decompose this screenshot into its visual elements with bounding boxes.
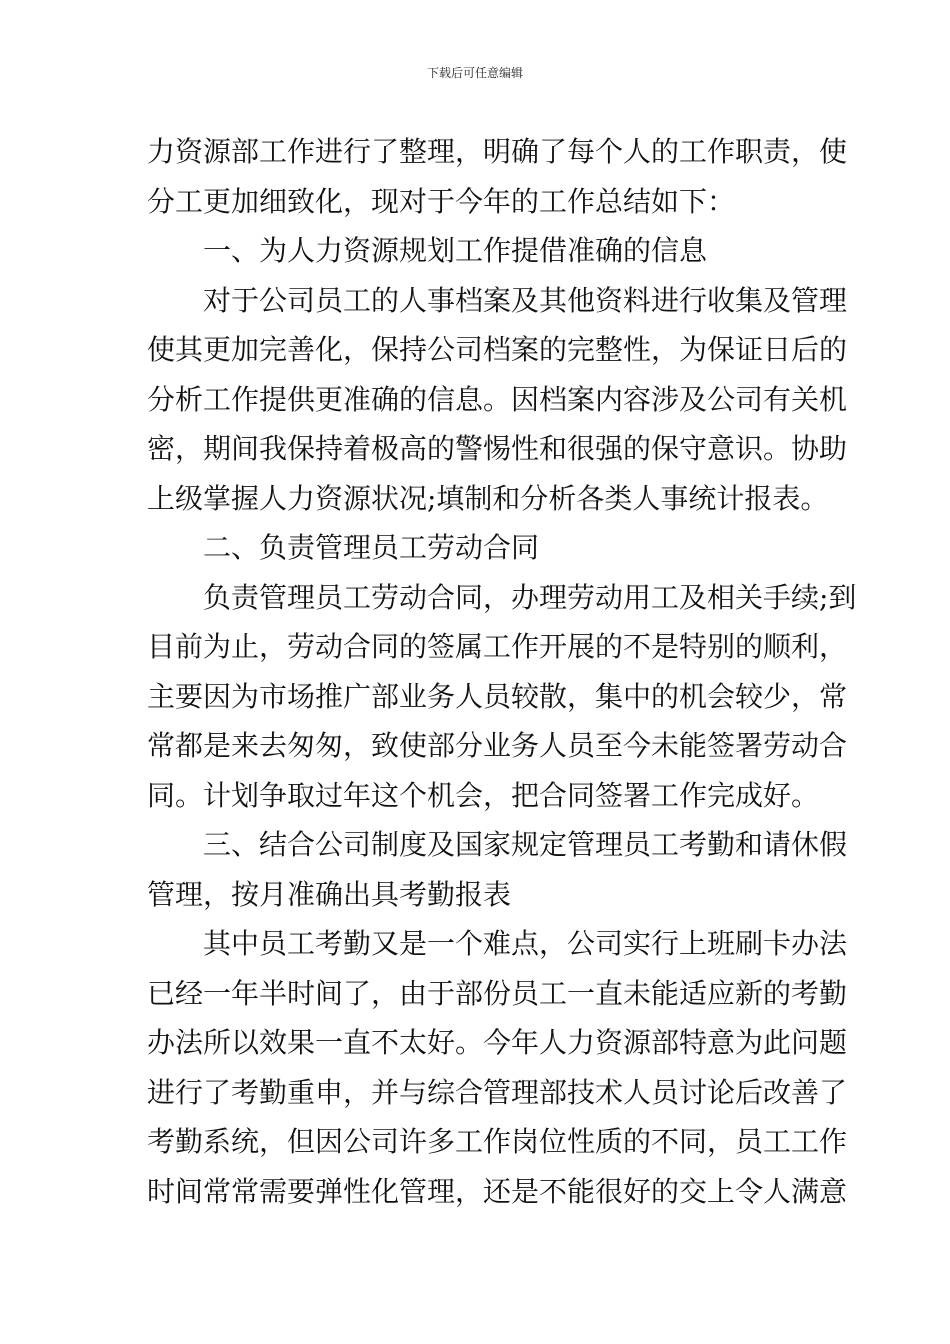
text-line: 力资源部工作进行了整理，明确了每个人的工作职责，使 [147, 135, 848, 168]
text-line: 使其更加完善化，保持公司档案的完整性，为保证日后的 [147, 333, 848, 366]
text-line: 主要因为市场推广部业务人员较散，集中的机会较少，常 [147, 679, 848, 713]
text-line: 分析工作提供更准确的信息。因档案内容涉及公司有关机 [147, 382, 848, 416]
text-line: 负责管理员工劳动合同，办理劳动用工及相关手续;到 [203, 580, 857, 614]
text-line: 一、为人力资源规划工作提借准确的信息 [203, 234, 708, 267]
text-line: 已经一年半时间了，由于部份员工一直未能适应新的考勤 [147, 976, 848, 1010]
text-line: 目前为止，劳动合同的签属工作开展的不是特别的顺利， [147, 630, 848, 663]
text-line: 密，期间我保持着极高的警惕性和很强的保守意识。协助 [147, 432, 848, 465]
text-line: 其中员工考勤又是一个难点，公司实行上班刷卡办法 [203, 927, 848, 960]
text-line: 管理，按月准确出具考勤报表 [147, 877, 512, 911]
text-line: 时间常常需要弹性化管理，还是不能很好的交上令人满意 [147, 1174, 848, 1208]
text-line: 对于公司员工的人事档案及其他资料进行收集及管理 [203, 283, 848, 317]
text-line: 常都是来去匆匆，致使部分业务人员至今未能签署劳动合 [147, 729, 848, 762]
document-body [147, 127, 857, 1216]
text-line: 分工更加细致化，现对于今年的工作总结如下： [147, 184, 736, 218]
text-line: 考勤系统，但因公司许多工作岗位性质的不同，员工工作 [147, 1125, 848, 1158]
text-line: 上级掌握人力资源状况;填制和分析各类人事统计报表。 [147, 481, 829, 515]
text-line: 进行了考勤重申，并与综合管理部技术人员讨论后改善了 [147, 1075, 848, 1109]
text-line: 二、负责管理员工劳动合同 [203, 531, 540, 564]
text-line: 三、结合公司制度及国家规定管理员工考勤和请休假 [203, 828, 848, 861]
text-line: 同。计划争取过年这个机会，把合同签署工作完成好。 [147, 778, 820, 812]
page-header: 下载后可任意编辑 [426, 66, 523, 80]
text-line: 办法所以效果一直不太好。今年人力资源部特意为此问题 [147, 1026, 848, 1059]
